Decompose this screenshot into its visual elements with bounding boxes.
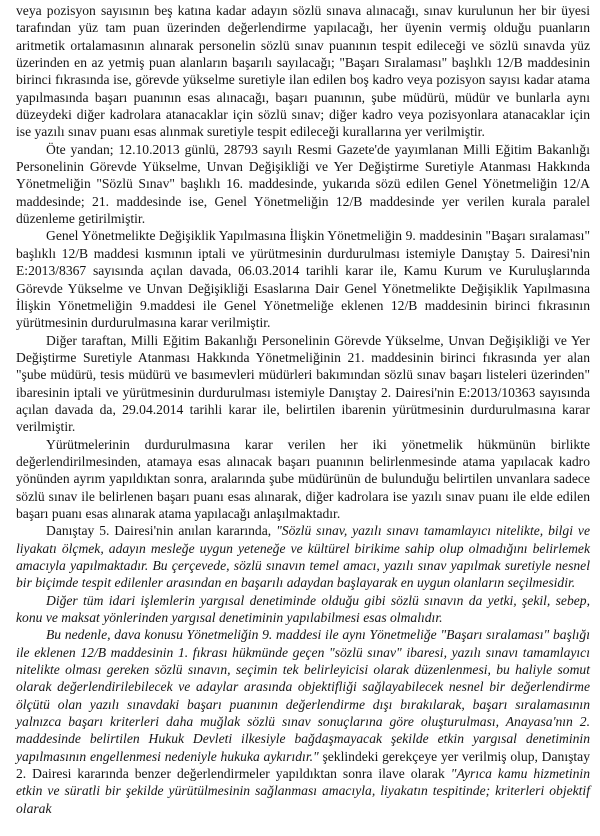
paragraph-7 [16,592,590,627]
paragraph-2 [16,141,590,228]
text-run: Diğer taraftan, Milli Eğitim Bakanlığı Personelinin Görevde Yükselme, Unvan Değişikliği ve Yer Değiştirme Suretiyle Atanması Hakkında Yönetmeliğinin 21. maddesinin birinci fıkrasında yer alan "şube müdürü, tesis müdürü ve basımevleri müdürleri bakımından sözlü sınav başarı listeleri üzerinden" ibaresinin iptali ve yürütmesinin durdurulması istemiyle Danıştay 2. Dairesi'nin E:2013/10363 sayısında açılan davada da, 29.04.2014 tarihli karar ile, belirtilen ibarenin yürütmesinin durdurulmasına karar verilmiştir. [16,332,590,435]
paragraph-6 [16,522,590,591]
paragraph-1 [16,2,590,141]
italic-quote-run: "Sözlü sınav, yazılı sınavı tamamlayıcı nitelikte, bilgi ve liyakatı ölçmek, adayın mesleğe uygun yeteneğe ve kültürel birikime sahip olup olmadığını belirlemek amacıyla yapılmaktadır. Bu çerçevede, sözlü sınavın temel amacı, yazılı sınav yapılmak suretiyle nesnel bir biçimde tespit edilenler arasından en başarılı adaydan başlayarak en uygun olanların seçilmesidir. [16,523,590,591]
text-run: Yürütmelerinin durdurulmasına karar verilen her iki yönetmelik hükmünün birlikte değerlendirilmesinden, atamaya esas alınacak başarı puanının belirlenmesinde atama yapılacak kadro yönünden ayrım yapıldıktan sonra, aralarında şube müdürünün de bulunduğu belirtilen unvanlara sadece sözlü sınav ile belirlenen başarı puanı esas alınarak, diğer kadrolara ise yazılı sınav puanı ile elde edilen başarı puanı esas alınarak atama yapılacağı anlaşılmaktadır. [16,436,590,521]
paragraph-4 [16,332,590,436]
text-run: veya pozisyon sayısının beş katına kadar adayın sözlü sınava alınacağı, sınav kurulunun her bir üyesi tarafından yüz tam puan üzerinden değerlendirme yapılacağı, her üyenin vermiş olduğu puanların aritmetik ortalamasının alınarak personelin sözlü sınav puanının tespit edileceği ve sözlü sınavda yüz üzerinden en az yetmiş puan alanların başarılı sayılacağı; "Başarı Sıralaması" başlıklı 12/B maddesinin birinci fıkrasında ise, görevde yükselme suretiyle ilan edilen boş kadro veya pozisyon sayısı kadar atama yapılmasında başarı puanının esas alınacağı, başarı puanının, şube müdürü, müdür ve bunlarla aynı düzeydeki diğer kadrolara atanacaklar için sözlü sınav; diğer kadro veya pozisyonlara atanacaklar için ise yazılı sınav puanı esas alınmak suretiyle tespit edileceği kurallarına yer verilmiştir. [16,3,590,140]
text-run: şeklindeki gerekçeye yer verilmiş olup, Danıştay 2. Dairesi kararında benzer değerlendirmeler yapıldıktan sonra ilave olarak [16,748,590,782]
paragraph-5 [16,436,590,523]
italic-quote-run: Diğer tüm idari işlemlerin yargısal denetiminde olduğu gibi sözlü sınavın da yetki, şekil, sebep, konu ve maksat yönlerinden yargısal denetiminin yapılabilmesi esas olmalıdır. [16,592,590,626]
italic-quote-run: "Ayrıca kamu hizmetinin etkin ve süratli bir şekilde yürütülmesinin sağlanması amacıyla, liyakatın tespitinde; kriterleri objektif olarak [16,766,590,816]
paragraph-3 [16,227,590,331]
text-run: Danıştay 5. Dairesi'nin anılan kararında, [46,523,277,539]
text-run: Öte yandan; 12.10.2013 günlü, 28793 sayılı Resmi Gazete'de yayımlanan Milli Eğitim Bakanlığı Personelinin Görevde Yükselme, Unvan Değişikliği ve Yer Değiştirme Suretiyle Atanması Hakkında Yönetmeliğin "Sözlü Sınav" başlıklı 16. maddesinde, yukarıda sözü edilen Genel Yönetmeliğin 12/A maddesinde; 21. maddesinde ise, Genel Yönetmeliğin 12/B maddesinde yer verilen kurala paralel düzenleme getirilmiştir. [16,141,590,227]
text-run: Genel Yönetmelikte Değişiklik Yapılmasına İlişkin Yönetmeliğin 9. maddesinin "Başarı sıralaması" başlıklı 12/B maddesi kısmının iptali ve yürütmesinin durdurulması istemiyle Danıştay 5. Dairesi'nin E:2013/8367 sayısında açılan davada, 06.03.2014 tarihli karar ile, Kamu Kurum ve Kuruluşlarında Görevde Yükselme ve Unvan Değişikliği Esaslarına Dair Genel Yönetmelikte Değişiklik Yapılmasına İlişkin Yönetmeliğin 9.maddesi ile Genel Yönetmeliğe eklenen 12/B maddesinin birinci fıkrasının yürütmesinin durdurulmasına karar verilmiştir. [16,228,590,331]
italic-quote-run: Bu nedenle, dava konusu Yönetmeliğin 9. maddesi ile aynı Yönetmeliğe "Başarı sıralaması" başlığı ile eklenen 12/B maddesinin 1. fıkrası hükmünde geçen "sözlü sınav" ibaresi, yazılı sınavı tamamlayıcı nitelikte olması gereken sözlü sınavın, seçimin tek belirleyicisi olarak düzenlenmesi, bu haliyle somut olarak değerlendirilebilecek ve adaylar arasında objektifliği sağlayabilecek nesnel bir değerlendirme ölçütü olan yazılı sınavdaki başarı puanının değerlendirme dışı bırakılarak, başarı sıralamasının yalnızca başarı kriterleri daha muğlak sözlü sınav sonuçlarına göre oluşturulması, Anayasa'nın 2. maddesinde belirtilen Hukuk Devleti ilkesiyle bağdaşmayacak şekilde etkin yargısal denetiminin yapılmasının engellenmesi nedeniyle hukuka aykırıdır." [16,627,590,764]
paragraph-8 [16,626,590,817]
